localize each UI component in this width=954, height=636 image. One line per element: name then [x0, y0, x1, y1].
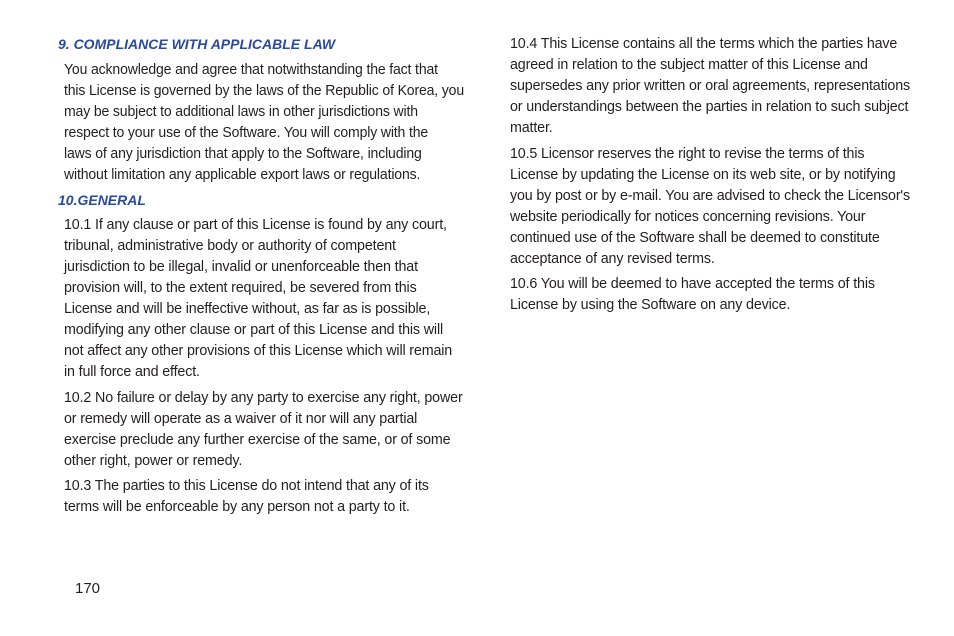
text-line: you by post or by e-mail. You are advised to check the Licensor's — [510, 188, 910, 204]
text-line: provision will, to the extent required, be severed from this — [64, 280, 417, 296]
text-line: not affect any other provisions of this License which will remain — [64, 343, 453, 359]
text-line: this License is governed by the laws of the Republic of Korea, you — [64, 83, 465, 99]
text-line: jurisdiction to be illegal, invalid or unenforceable then that — [64, 259, 418, 275]
text-line: without limitation any applicable export laws or regulations. — [64, 167, 421, 183]
section-9-heading: 9. COMPLIANCE WITH APPLICABLE LAW — [58, 36, 336, 52]
text-line: other right, power or remedy. — [64, 453, 243, 469]
text-line: may be subject to additional laws in other jurisdictions with — [64, 104, 418, 120]
text-line: supersedes any prior written or oral agreements, representations — [510, 78, 911, 94]
text-line: respect to your use of the Software. You will comply with the — [64, 125, 429, 141]
text-line: modifying any other clause or part of this License and this will — [64, 322, 443, 338]
text-line: or remedy will operate as a waiver of it nor will any partial — [64, 411, 418, 427]
paragraph-10-4 — [510, 34, 910, 139]
text-line: exercise preclude any further exercise of the same, or of some — [64, 432, 451, 448]
text-line: continued use of the Software shall be deemed to constitute — [510, 230, 880, 246]
text-line: 10.3 The parties to this License do not intend that any of its — [64, 478, 429, 494]
text-line: matter. — [510, 120, 553, 136]
page-number: 170 — [75, 580, 101, 597]
text-line: 10.1 If any clause or part of this License is found by any court, — [64, 217, 447, 233]
text-line: 10.6 You will be deemed to have accepted the terms of this — [510, 276, 875, 292]
text-line: laws of any jurisdiction that apply to the Software, including — [64, 146, 422, 162]
text-line: License by updating the License on its web site, or by notifying — [510, 167, 896, 183]
paragraph-10-2 — [64, 388, 463, 472]
section-9-paragraph — [64, 60, 464, 186]
section-10-heading: 10.GENERAL — [58, 192, 146, 208]
text-line: website periodically for notices concerning revisions. Your — [510, 209, 866, 225]
text-line: in full force and effect. — [64, 364, 200, 380]
text-line: License by using the Software on any device. — [510, 297, 791, 313]
paragraph-10-5 — [510, 144, 910, 270]
paragraph-10-3 — [64, 476, 429, 518]
text-line: tribunal, administrative body or authority of competent — [64, 238, 396, 254]
text-line: or understandings between the parties in relation to such subject — [510, 99, 909, 115]
paragraph-10-6 — [510, 274, 875, 316]
text-line: You acknowledge and agree that notwithstanding the fact that — [64, 62, 438, 78]
text-line: 10.5 Licensor reserves the right to revise the terms of this — [510, 146, 865, 162]
text-line: License and will be ineffective without, as far as is possible, — [64, 301, 431, 317]
text-line: 10.4 This License contains all the terms which the parties have — [510, 36, 898, 52]
text-line: acceptance of any revised terms. — [510, 251, 715, 267]
text-line: terms will be enforceable by any person not a party to it. — [64, 499, 410, 515]
paragraph-10-1 — [64, 215, 452, 383]
text-line: 10.2 No failure or delay by any party to exercise any right, power — [64, 390, 463, 406]
text-line: agreed in relation to the subject matter of this License and — [510, 57, 868, 73]
